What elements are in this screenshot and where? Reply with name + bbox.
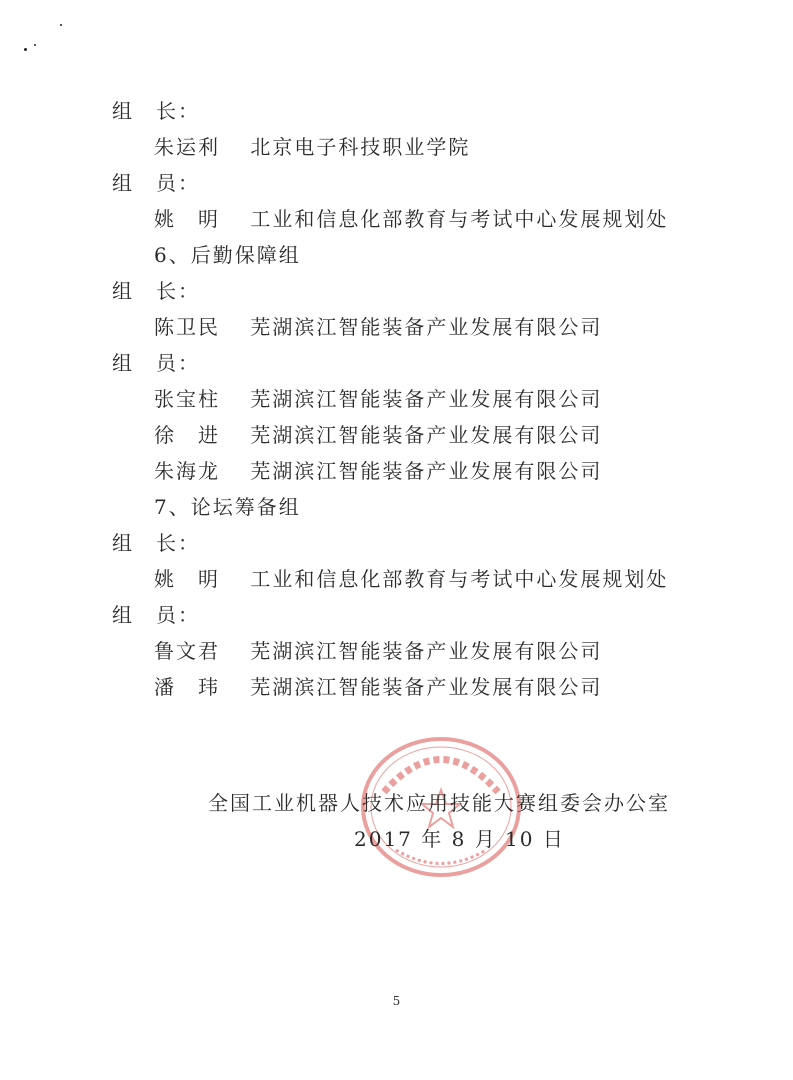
person-name: 姚 明 xyxy=(154,567,220,591)
members-label: 组 员： xyxy=(112,171,200,195)
scan-speck xyxy=(34,44,36,46)
person-name: 张宝柱 xyxy=(154,387,220,411)
member-row xyxy=(154,313,602,341)
member-row xyxy=(154,205,668,233)
person-organization: 芜湖滨江智能装备产业发展有限公司 xyxy=(250,639,603,663)
member-row xyxy=(154,637,602,665)
member-row xyxy=(154,133,470,161)
person-organization: 芜湖滨江智能装备产业发展有限公司 xyxy=(250,675,603,699)
member-row xyxy=(154,385,602,413)
person-organization: 芜湖滨江智能装备产业发展有限公司 xyxy=(250,315,603,339)
person-name: 朱海龙 xyxy=(154,459,220,483)
members-label: 组 员： xyxy=(112,603,200,627)
member-row xyxy=(154,565,668,593)
person-organization: 芜湖滨江智能装备产业发展有限公司 xyxy=(250,423,603,447)
issue-date: 2017 年 8 月 10 日 xyxy=(354,827,565,851)
section-heading: 7、论坛筹备组 xyxy=(154,495,301,519)
member-row xyxy=(154,457,602,485)
person-organization: 芜湖滨江智能装备产业发展有限公司 xyxy=(250,459,603,483)
person-name: 朱运利 xyxy=(154,135,220,159)
leader-label: 组 长： xyxy=(112,99,200,123)
member-row xyxy=(154,421,602,449)
member-row xyxy=(154,673,602,701)
person-organization: 北京电子科技职业学院 xyxy=(250,135,471,159)
scan-speck xyxy=(24,48,27,51)
page-number: 5 xyxy=(392,994,401,1008)
leader-label: 组 长： xyxy=(112,279,200,303)
leader-label: 组 长： xyxy=(112,531,200,555)
person-organization: 工业和信息化部教育与考试中心发展规划处 xyxy=(250,567,669,591)
section-heading: 6、后勤保障组 xyxy=(154,243,301,267)
person-organization: 芜湖滨江智能装备产业发展有限公司 xyxy=(250,387,603,411)
person-name: 鲁文君 xyxy=(154,639,220,663)
members-label: 组 员： xyxy=(112,351,200,375)
person-name: 姚 明 xyxy=(154,207,220,231)
person-name: 潘 玮 xyxy=(154,675,220,699)
person-name: 徐 进 xyxy=(154,423,220,447)
issuing-organization: 全国工业机器人技术应用技能大赛组委会办公室 xyxy=(208,791,670,815)
person-name: 陈卫民 xyxy=(154,315,220,339)
scan-speck xyxy=(60,24,62,26)
person-organization: 工业和信息化部教育与考试中心发展规划处 xyxy=(250,207,669,231)
